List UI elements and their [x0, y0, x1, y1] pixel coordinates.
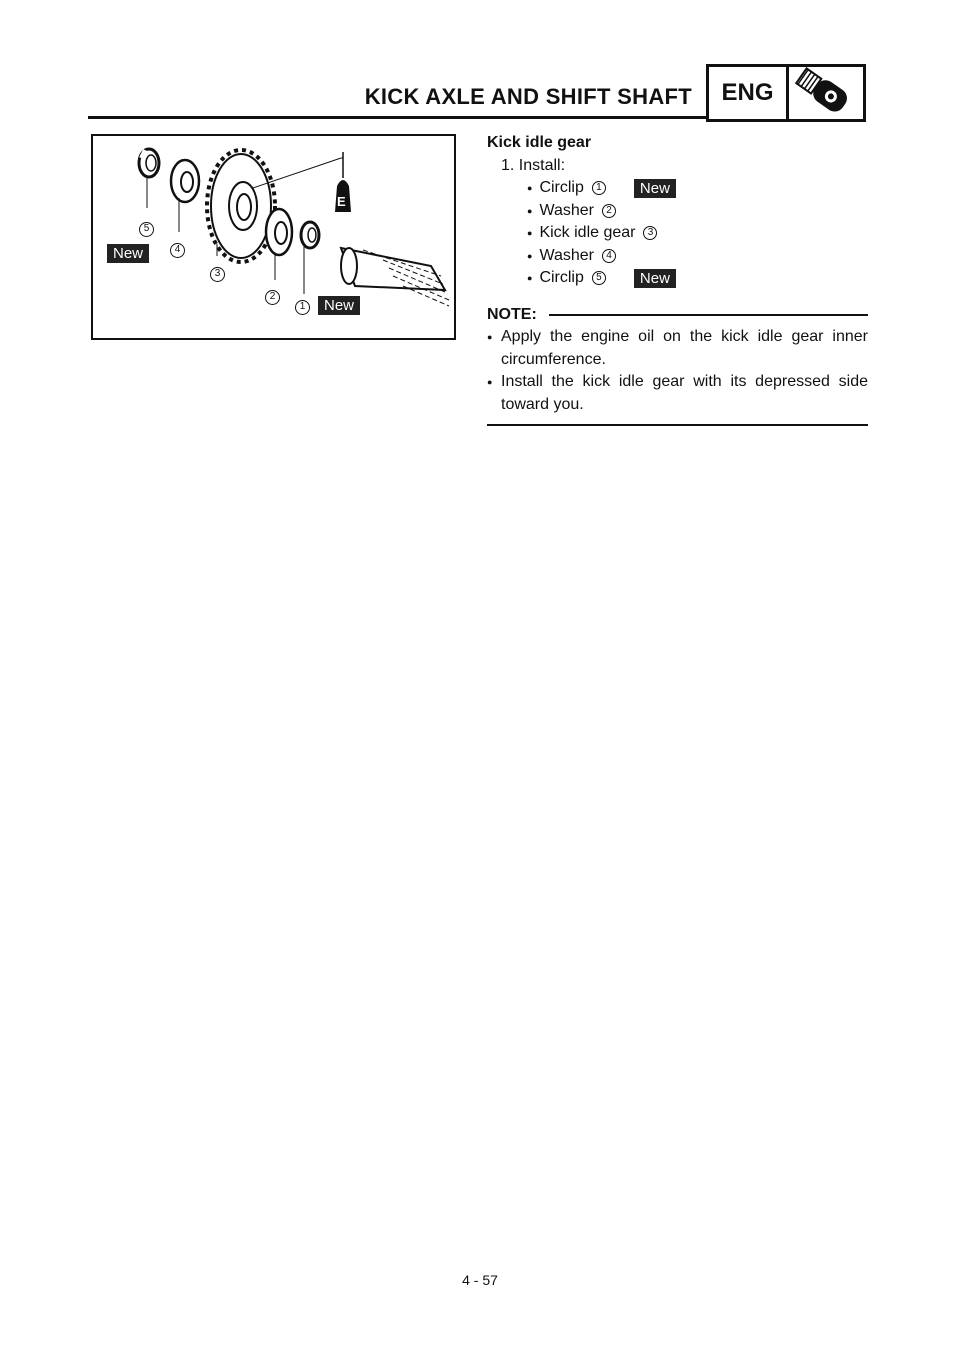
item-number: 1	[592, 181, 606, 195]
list-item	[527, 200, 868, 223]
callout-2: 2	[265, 286, 280, 305]
note-rule	[549, 314, 868, 316]
callout-1: 1	[295, 296, 310, 315]
item-text: Circlip	[539, 269, 584, 286]
new-badge: New	[634, 179, 676, 198]
washer-2-drawing	[266, 209, 292, 255]
new-badge: New	[634, 269, 676, 288]
item-text: Washer	[539, 201, 594, 219]
item-text: Circlip	[539, 179, 584, 196]
list-item	[527, 177, 868, 200]
circlip-1-drawing	[301, 222, 319, 248]
oil-symbol-letter: E	[337, 194, 346, 209]
bullet-icon: ●	[527, 228, 533, 238]
title-rule	[88, 116, 706, 119]
callout-4: 4	[170, 239, 185, 258]
note-text: Apply the engine oil on the kick idle gear inner circumference.	[501, 328, 868, 368]
item-number: 4	[602, 249, 616, 263]
circlip-5-drawing	[139, 149, 159, 177]
section-tag	[706, 64, 866, 122]
page-number: 4 - 57	[462, 1272, 498, 1288]
section-heading: Kick idle gear	[487, 134, 592, 151]
page-title: KICK AXLE AND SHIFT SHAFT	[364, 84, 692, 109]
bullet-icon: ●	[487, 377, 493, 387]
section-tag-label: ENG	[709, 67, 789, 119]
item-number: 5	[592, 271, 606, 285]
bullet-icon: ●	[527, 183, 533, 193]
bullet-icon: ●	[527, 250, 533, 261]
note-list	[487, 326, 868, 416]
item-number: 2	[602, 204, 616, 218]
note-header	[487, 304, 868, 327]
callout-3: 3	[210, 263, 225, 282]
note-item	[487, 371, 868, 416]
new-badge: New	[107, 244, 149, 263]
callout-5: 5	[139, 218, 154, 237]
item-number: 3	[643, 226, 657, 240]
note-item	[487, 326, 868, 371]
engine-wrench-icon	[789, 67, 863, 119]
new-badge: New	[318, 296, 360, 315]
instruction-column	[487, 132, 868, 426]
washer-4-drawing	[171, 160, 199, 202]
item-text: Washer	[539, 246, 594, 264]
list-item	[527, 267, 868, 290]
bullet-icon: ●	[487, 332, 493, 342]
install-items	[487, 177, 868, 290]
note-end-rule	[487, 424, 868, 426]
list-item	[527, 222, 868, 245]
bullet-icon: ●	[527, 205, 533, 216]
bullet-icon: ●	[527, 273, 533, 283]
item-text: Kick idle gear	[539, 224, 636, 241]
exploded-diagram	[91, 134, 456, 340]
note-text: Install the kick idle gear with its depressed side toward you.	[501, 373, 868, 413]
list-item	[527, 245, 868, 268]
step-label: 1. Install:	[501, 156, 566, 174]
note-label: NOTE:	[487, 305, 537, 323]
